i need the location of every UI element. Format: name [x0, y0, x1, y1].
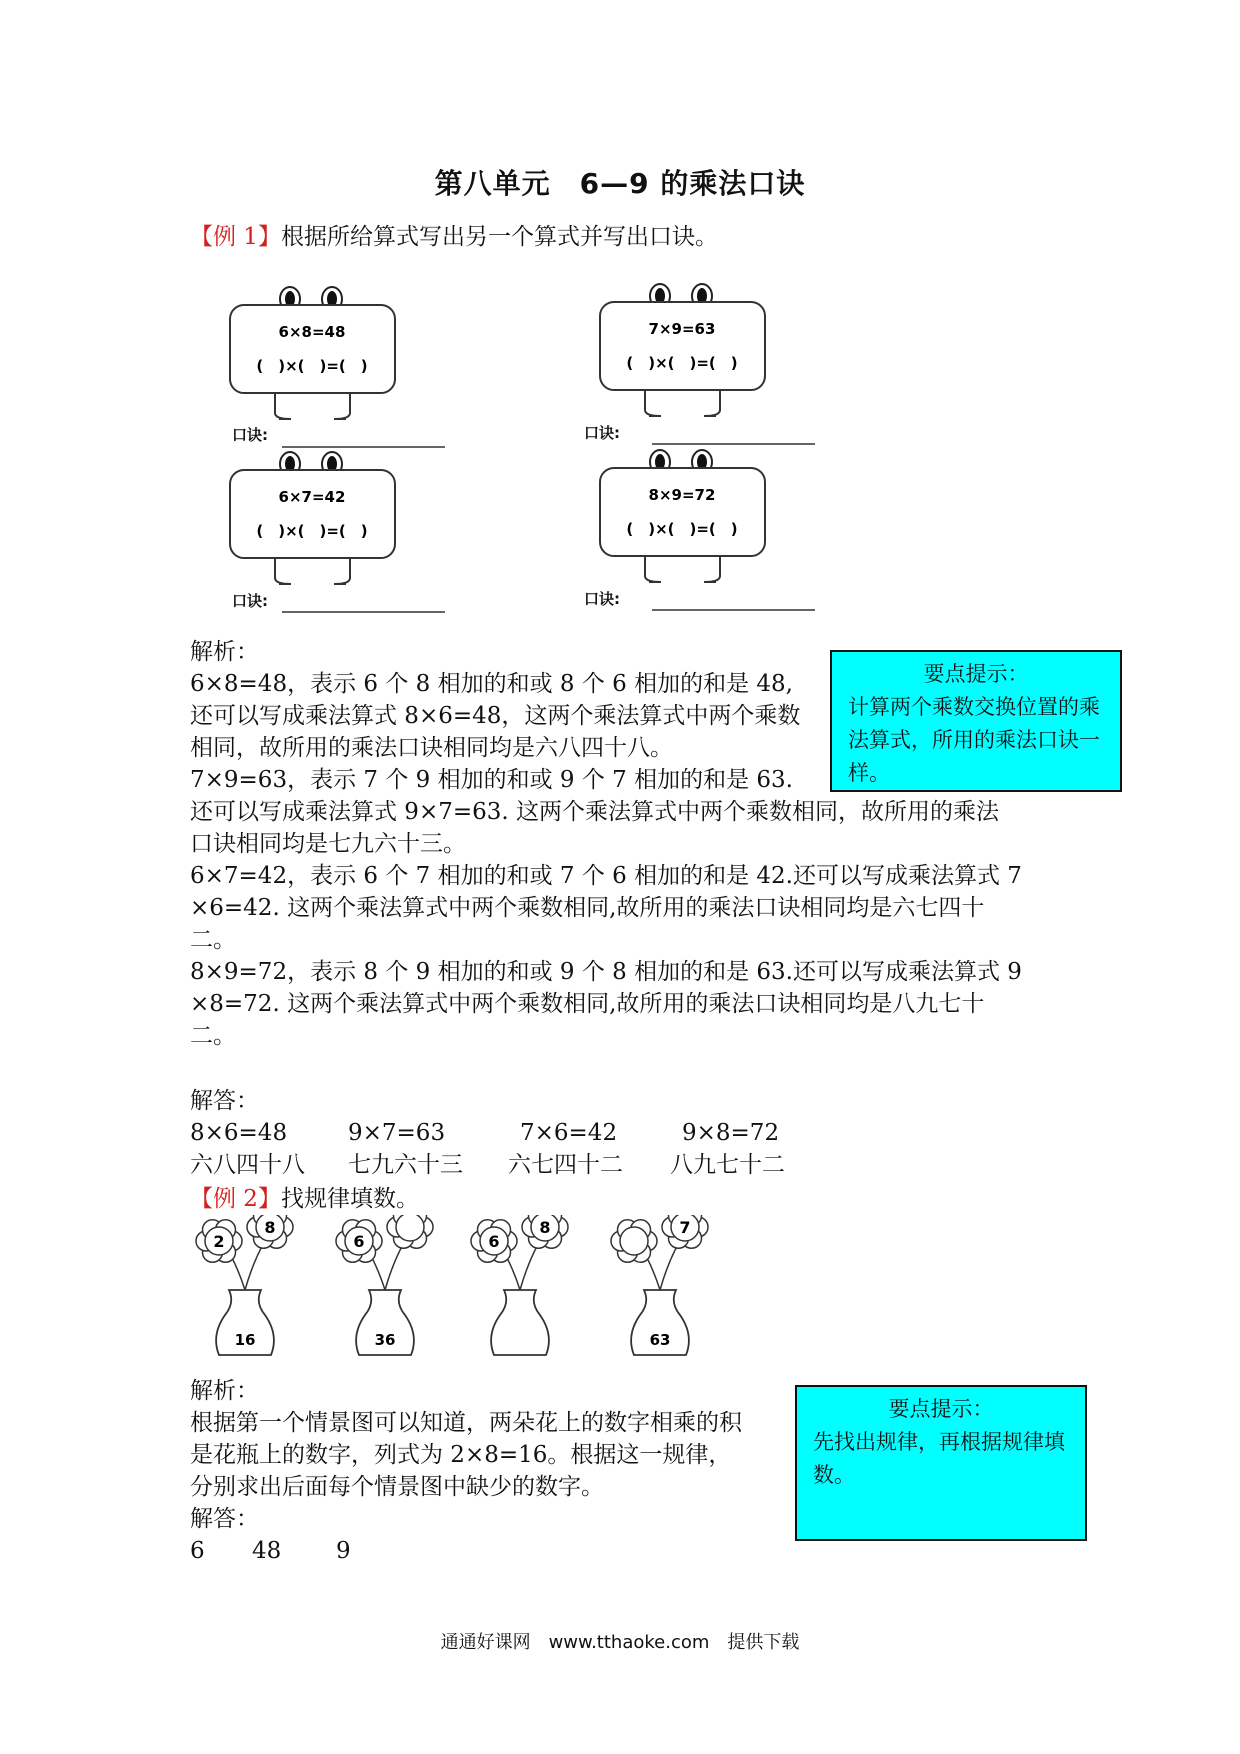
card-body [600, 302, 765, 390]
card-equation: 6×7=42 [278, 488, 346, 506]
leg-icon [334, 393, 350, 419]
example-1-tag: 【例 1】 [190, 224, 281, 250]
answer-value: 9 [336, 1538, 351, 1564]
vase-icon [491, 1290, 549, 1355]
answer-value: 48 [252, 1538, 282, 1564]
page-title: 第八单元 6—9 的乘法口诀 [434, 167, 806, 200]
analysis-line: 相同，故所用的乘法口诀相同均是六八四十八。 [190, 735, 673, 761]
card-body [600, 468, 765, 556]
flower-left [196, 1220, 242, 1263]
card-3-label: 口诀: [232, 592, 268, 610]
card-creature [600, 284, 815, 444]
flower-center [620, 1227, 648, 1255]
answer-rhyme: 八九七十二 [670, 1152, 785, 1178]
flower-number: 8 [539, 1218, 551, 1237]
card-blank: ( )×( )=( ) [256, 357, 368, 375]
card-blank: ( )×( )=( ) [626, 520, 738, 538]
example-2-vases-figure [0, 1215, 1240, 1375]
analysis-line: 分别求出后面每个情景图中缺少的数字。 [190, 1474, 604, 1500]
page-footer: 通通好课网 www.tthaoke.com 提供下载 [440, 1632, 800, 1653]
answer-rhyme: 七九六十三 [348, 1152, 463, 1178]
flower-number: 2 [213, 1232, 225, 1251]
flower-number: 6 [353, 1232, 365, 1251]
card-creature [230, 452, 445, 612]
tip-1-body: 计算两个乘数交换位置的乘法算式，所用的乘法口诀一样。 [848, 695, 1100, 785]
card-creature [600, 450, 815, 610]
card-equation: 7×9=63 [648, 320, 716, 338]
example-1-cards-figure [0, 0, 1240, 640]
card-equation: 6×8=48 [278, 323, 346, 341]
flower-vase [471, 1215, 568, 1355]
analysis-line: 7×9=63，表示 7 个 9 相加的和或 9 个 7 相加的和是 63. [190, 767, 793, 793]
card-body [230, 305, 395, 393]
vase-number: 16 [234, 1331, 256, 1349]
analysis-line: 根据第一个情景图可以知道，两朵花上的数字相乘的积 [190, 1410, 742, 1436]
analysis-line: 是花瓶上的数字，列式为 2×8=16。根据这一规律， [190, 1442, 732, 1468]
example-1-analysis-heading: 解析： [190, 639, 259, 665]
analysis-line: 还可以写成乘法算式 9×7=63. 这两个乘法算式中两个乘数相同，故所用的乘法 [190, 799, 1000, 825]
leg-icon [704, 556, 720, 582]
answer-value: 6 [190, 1538, 205, 1564]
answer-equation: 9×8=72 [682, 1120, 780, 1146]
analysis-line: 6×7=42，表示 6 个 7 相加的和或 7 个 6 相加的和是 42.还可以写成乘法算式 7 [190, 863, 1022, 889]
example-1-prompt: 根据所给算式写出另一个算式并写出口诀。 [280, 224, 718, 250]
answer-equation: 7×6=42 [520, 1120, 618, 1146]
flower-vase [196, 1215, 293, 1355]
analysis-line: ×6=42. 这两个乘法算式中两个乘数相同,故所用的乘法口诀相同均是六七四十 [190, 895, 985, 921]
analysis-line: 还可以写成乘法算式 8×6=48，这两个乘法算式中两个乘数 [190, 703, 801, 729]
example-2-answer-heading: 解答： [190, 1506, 259, 1532]
tip-box-1 [830, 650, 1122, 792]
card-blank: ( )×( )=( ) [256, 522, 368, 540]
leg-icon [645, 390, 661, 416]
flower-number: 6 [488, 1232, 500, 1251]
analysis-line: 二。 [190, 927, 236, 953]
tip-box-2 [795, 1385, 1087, 1541]
flower-right [522, 1215, 568, 1248]
leg-icon [645, 556, 661, 582]
analysis-line: 二。 [190, 1023, 236, 1049]
flower-left [336, 1220, 382, 1263]
tip-2-body: 先找出规律，再根据规律填数。 [813, 1430, 1065, 1487]
flower-number: 7 [679, 1218, 691, 1237]
tip-1-heading: 要点提示： [923, 662, 1029, 686]
analysis-line: 6×8=48，表示 6 个 8 相加的和或 8 个 6 相加的和是 48, [190, 671, 793, 697]
answer-equation: 8×6=48 [190, 1120, 288, 1146]
analysis-line: 8×9=72，表示 8 个 9 相加的和或 9 个 8 相加的和是 63.还可以写成乘法算式 9 [190, 959, 1022, 985]
card-1-label: 口诀: [232, 426, 268, 444]
example-2-tag: 【例 2】 [190, 1186, 281, 1212]
vase-number: 36 [374, 1331, 396, 1349]
card-4-label: 口诀: [584, 590, 620, 608]
leg-icon [334, 558, 350, 584]
card-equation: 8×9=72 [648, 486, 716, 504]
answer-rhyme: 六八四十八 [190, 1152, 305, 1178]
example-2-answers [190, 1535, 490, 1569]
flower-number: 8 [264, 1218, 276, 1237]
vase-number: 63 [649, 1331, 671, 1349]
analysis-line: ×8=72. 这两个乘法算式中两个乘数相同,故所用的乘法口诀相同均是八九七十 [190, 991, 985, 1017]
example-2-heading [190, 1180, 419, 1213]
example-1-answer-heading: 解答： [190, 1088, 259, 1114]
flower-center [396, 1215, 424, 1241]
leg-icon [275, 393, 291, 419]
answer-equation: 9×7=63 [348, 1120, 446, 1146]
example-1-answers [190, 1117, 890, 1187]
analysis-line: 口诀相同均是七九六十三。 [190, 831, 466, 857]
tip-2-heading: 要点提示： [888, 1397, 994, 1421]
flower-right [387, 1215, 433, 1248]
leg-icon [275, 558, 291, 584]
card-blank: ( )×( )=( ) [626, 354, 738, 372]
example-2-prompt: 找规律填数。 [280, 1186, 419, 1212]
card-body [230, 470, 395, 558]
flower-vase [336, 1215, 433, 1355]
leg-icon [704, 390, 720, 416]
answer-rhyme: 六七四十二 [508, 1152, 623, 1178]
flower-left [471, 1220, 517, 1263]
flower-left [611, 1220, 657, 1263]
flower-vase [611, 1215, 708, 1355]
example-2-analysis-heading: 解析： [190, 1378, 259, 1404]
card-2-label: 口诀: [584, 424, 620, 442]
card-creature [230, 287, 445, 447]
flower-right [662, 1215, 708, 1248]
flower-right [247, 1215, 293, 1248]
